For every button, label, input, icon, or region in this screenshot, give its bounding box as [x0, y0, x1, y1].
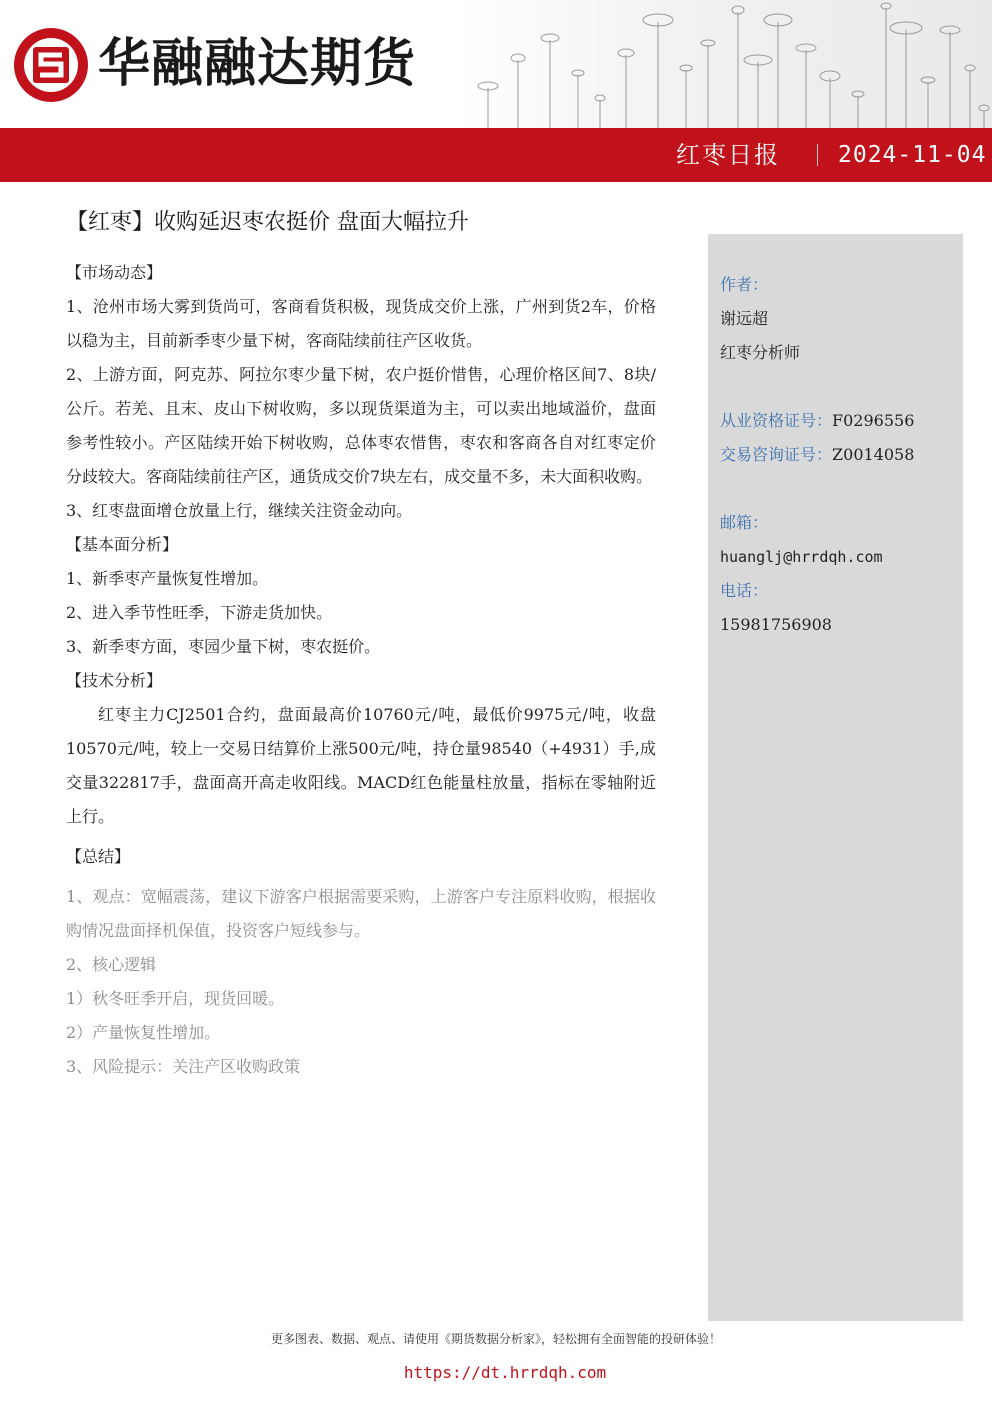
article-title: 【红枣】收购延迟枣农挺价 盘面大幅拉升 [66, 210, 469, 235]
report-header [0, 0, 992, 128]
summary-paragraph: 2）产量恢复性增加。 [66, 1023, 221, 1042]
author-title: 红枣分析师 [720, 343, 801, 362]
phone-number: 15981756908 [720, 615, 832, 634]
section-heading-market: 【市场动态】 [66, 263, 163, 282]
band-divider [817, 144, 818, 166]
fundamental-paragraph: 3、新季枣方面，枣园少量下树，枣农挺价。 [66, 637, 381, 656]
author-name: 谢远超 [720, 309, 769, 328]
company-logo-icon [12, 26, 90, 104]
summary-paragraph: 3、风险提示：关注产区收购政策 [66, 1057, 301, 1076]
license-number: F0296556 [832, 411, 915, 430]
consult-number: Z0014058 [832, 445, 915, 464]
market-paragraph: 2、上游方面，阿克苏、阿拉尔枣少量下树，农户挺价惜售，心理价格区间7、8块/公斤。若羌、且末、皮山下树收购，多以现货渠道为主，可以卖出地域溢价，盘面参考性较小。产区陆续开始下树收购，总体枣农惜售，枣农和客商各自对红枣定价分歧较大。客商陆续前往产区，通货成交价7块左右，成交量不多，未大面积收购。 [66, 365, 656, 486]
report-type: 红枣日报 [676, 141, 780, 169]
consult-line [720, 438, 914, 472]
market-paragraph: 1、沧州市场大雾到货尚可，客商看货积极，现货成交价上涨，广州到货2车，价格以稳为主，目前新季枣少量下树，客商陆续前往产区收货。 [66, 297, 656, 350]
section-heading-summary: 【总结】 [66, 847, 131, 866]
email-link[interactable]: huanglj@hrrdqh.com [720, 548, 883, 566]
footer-url-link[interactable]: https://dt.hrrdqh.com [403, 1363, 607, 1382]
section-heading-technical: 【技术分析】 [66, 671, 163, 690]
license-label: 从业资格证号： [720, 411, 833, 430]
author-sidebar [708, 234, 963, 1321]
header-decoration [458, 0, 992, 128]
phone-label: 电话： [720, 581, 769, 600]
fundamental-paragraph: 2、进入季节性旺季，下游走货加快。 [66, 603, 333, 622]
market-paragraph: 3、红枣盘面增仓放量上行，继续关注资金动向。 [66, 501, 413, 520]
brand-name: 华融融达期货 [98, 34, 417, 94]
summary-paragraph: 1）秋冬旺季开启，现货回暖。 [66, 989, 285, 1008]
footer-promo: 更多图表、数据、观点、请使用《期货数据分析家》，轻松拥有全面智能的投研体验！ [270, 1332, 721, 1346]
consult-label: 交易咨询证号： [720, 445, 833, 464]
article-body [66, 256, 656, 1084]
report-date: 2024-11-04 [838, 142, 987, 168]
email-label: 邮箱： [720, 513, 769, 532]
summary-paragraph: 1、观点：宽幅震荡，建议下游客户根据需要采购，上游客户专注原料收购，根据收购情况盘面择机保值，投资客户短线参与。 [66, 887, 656, 940]
fundamental-paragraph: 1、新季枣产量恢复性增加。 [66, 569, 269, 588]
summary-paragraph: 2、核心逻辑 [66, 955, 157, 974]
section-heading-fundamental: 【基本面分析】 [66, 535, 179, 554]
technical-paragraph: 红枣主力CJ2501合约，盘面最高价10760元/吨，最低价9975元/吨，收盘10570元/吨，较上一交易日结算价上涨500元/吨，持仓量98540（+4931）手,成交量322817手，盘面高开高走收阳线。MACD红色能量柱放量，指标在零轴附近上行。 [66, 705, 656, 826]
license-line [720, 404, 914, 438]
author-label: 作者： [720, 275, 769, 294]
